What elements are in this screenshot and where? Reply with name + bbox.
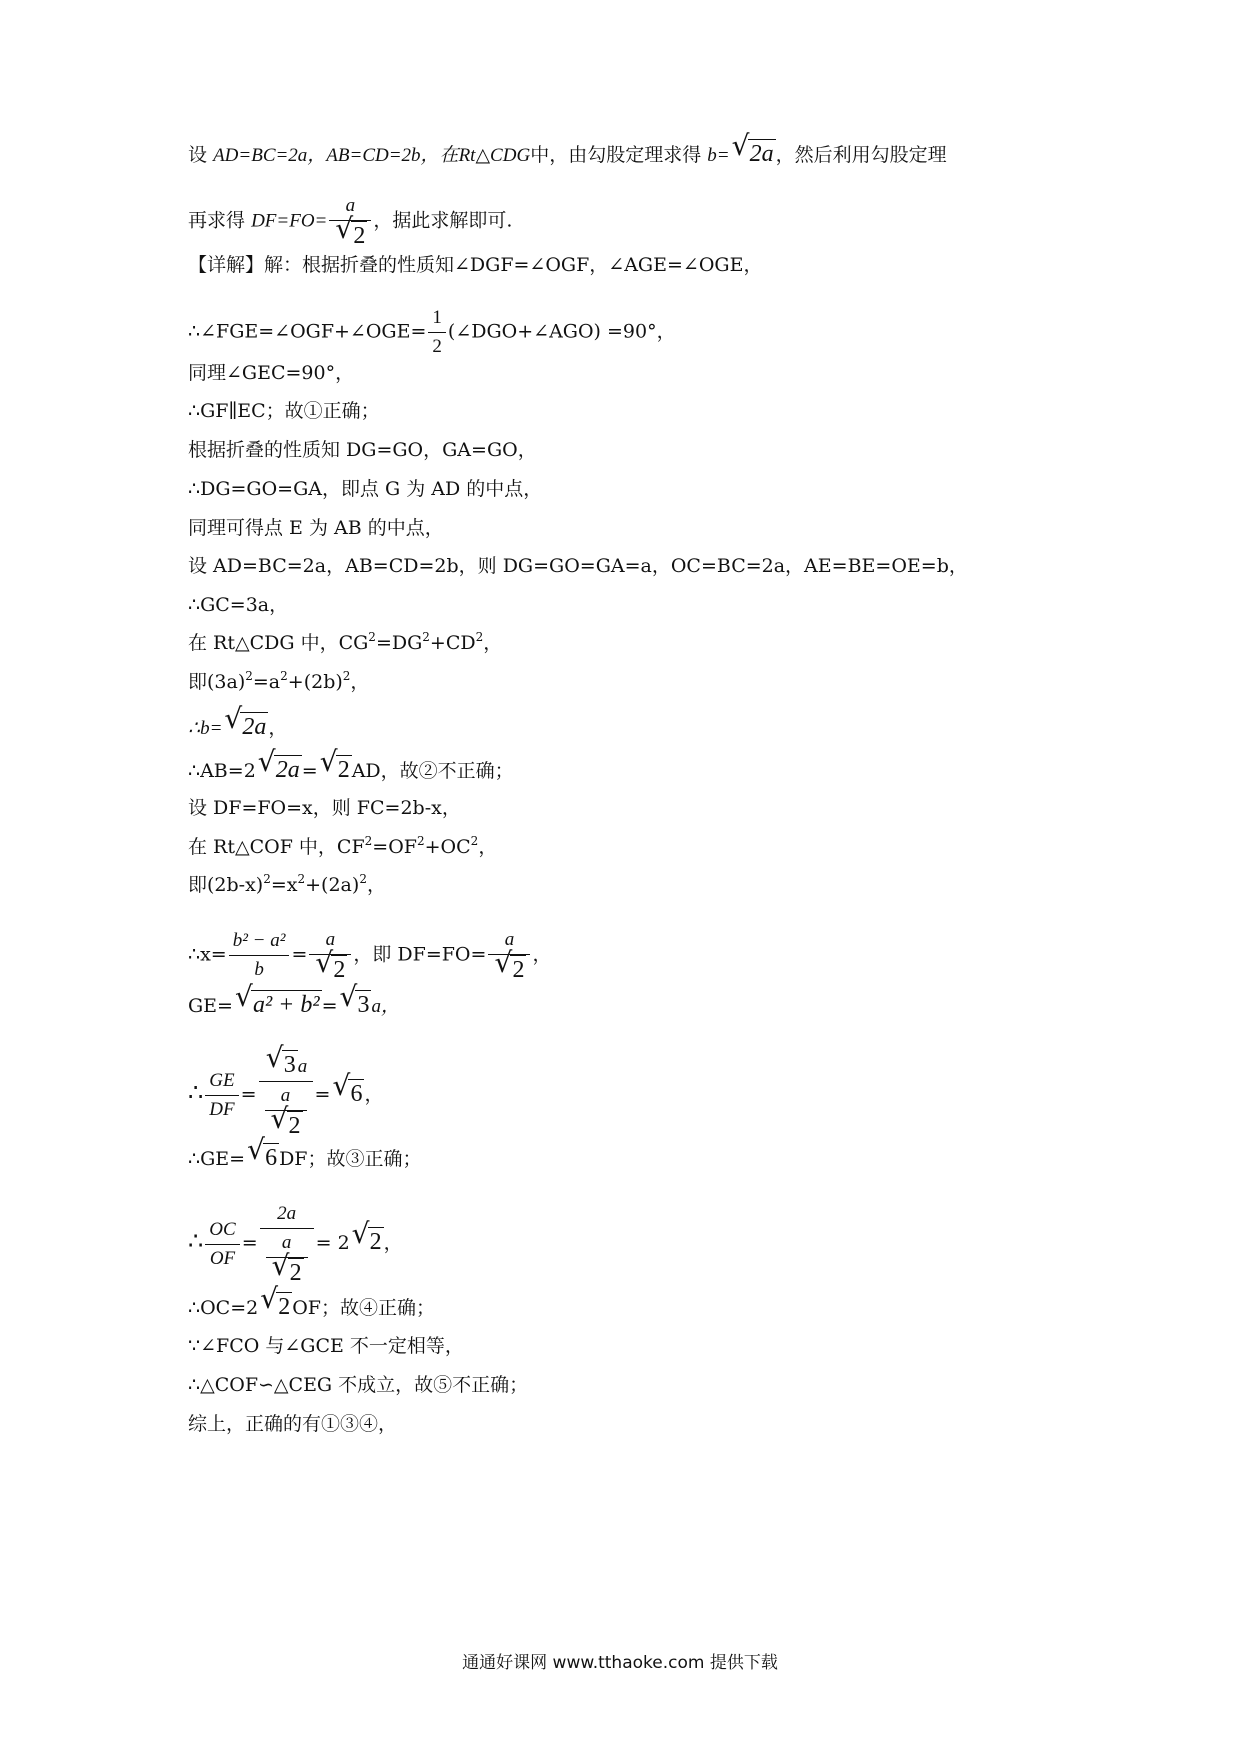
- text-line: ∴ $\frac{GE}{DF}$ = √ 3 a a √ 2 =√ 6 ，: [188, 1050, 383, 1141]
- fraction: $\frac{OC}{OF}$: [205, 1216, 239, 1273]
- fraction: a √ 2: [488, 926, 530, 985]
- text-line: 再求得 DF=FO= a √ 2 ，据此求解即可.: [188, 192, 512, 251]
- text-line: 设 DF=FO=x，则 FC=2b-x，: [188, 797, 461, 819]
- fraction: $\frac{\text{b² − a²}}{b}$: [229, 927, 290, 984]
- fraction: a √ 2: [329, 192, 371, 251]
- text-line: ∴GF∥EC；故①正确；: [188, 400, 380, 422]
- text-line: GE=√ a² + b² =√ 3 a，: [188, 990, 400, 1020]
- text-line: ∴△COF∽△CEG 不成立，故⑤不正确；: [188, 1374, 529, 1396]
- page-footer: 通通好课网 www.tthaoke.com 提供下载: [462, 1653, 778, 1673]
- text-line: 设 AD=BC=2a，AB=CD=2b，在Rt△CDG中，由勾股定理求得 b=√ 2a ，然后利用勾股定理: [188, 139, 947, 169]
- text-line: 即$(3a)^2=a^2+(2b)^2$，: [188, 669, 370, 693]
- text-line: ∴DG=GO=GA，即点 G 为 AD 的中点，: [188, 478, 543, 500]
- text-line: ∴OC=2√ 2 OF；故④正确；: [188, 1292, 435, 1321]
- text-line: ∴ $\frac{OC}{OF}$ = 2a a √ 2 = 2√ 2 ，: [188, 1200, 403, 1288]
- text-line: 根据折叠的性质知 DG=GO，GA=GO，: [188, 439, 537, 461]
- fraction: $\frac{1}{2}$: [428, 304, 446, 361]
- sqrt-expression: √ 2a: [732, 139, 776, 168]
- fraction: a √ 2: [309, 926, 351, 985]
- text-line: ∴GE=√ 6 DF；故③正确；: [188, 1143, 421, 1172]
- text-line: ∴x= $\frac{\text{b² − a²}}{b}$ = a √ 2 ，即 DF=FO= a √ 2 ，: [188, 926, 551, 985]
- text-line: ∵∠FCO 与∠GCE 不一定相等，: [188, 1335, 464, 1357]
- text-line: ∴GC=3a，: [188, 594, 289, 616]
- fraction: √ 3 a a √ 2: [259, 1050, 313, 1141]
- text-line: 在 Rt△COF 中，$CF^2=OF^2+OC^2$，: [188, 834, 498, 858]
- text-line: ∴AB=2√ 2a =√ 2 AD，故②不正确；: [188, 755, 514, 784]
- text-line: 即$(2b-x)^2=x^2+(2a)^2$，: [188, 872, 386, 896]
- text-line: 在 Rt△CDG 中，$CG^2=DG^2+CD^2$，: [188, 630, 503, 654]
- fraction: 2a a √ 2: [260, 1200, 314, 1288]
- text-line: 【详解】解：根据折叠的性质知∠DGF=∠OGF，∠AGE=∠OGE，: [188, 254, 763, 276]
- text-line: 设 AD=BC=2a，AB=CD=2b，则 DG=GO=GA=a，OC=BC=2a，AE=BE=OE=b，: [188, 555, 968, 577]
- text-line: 同理∠GEC=90°，: [188, 362, 355, 384]
- text-line: 同理可得点 E 为 AB 的中点，: [188, 517, 444, 539]
- fraction: $\frac{GE}{DF}$: [205, 1067, 238, 1124]
- text-line: ∴∠FGE=∠OGF+∠OGE= $\frac{1}{2}$ (∠DGO+∠AGO) =90°，: [188, 304, 676, 361]
- text-line: ∴b=√ 2a ，: [188, 712, 287, 742]
- text-line: 综上，正确的有①③④，: [188, 1413, 398, 1435]
